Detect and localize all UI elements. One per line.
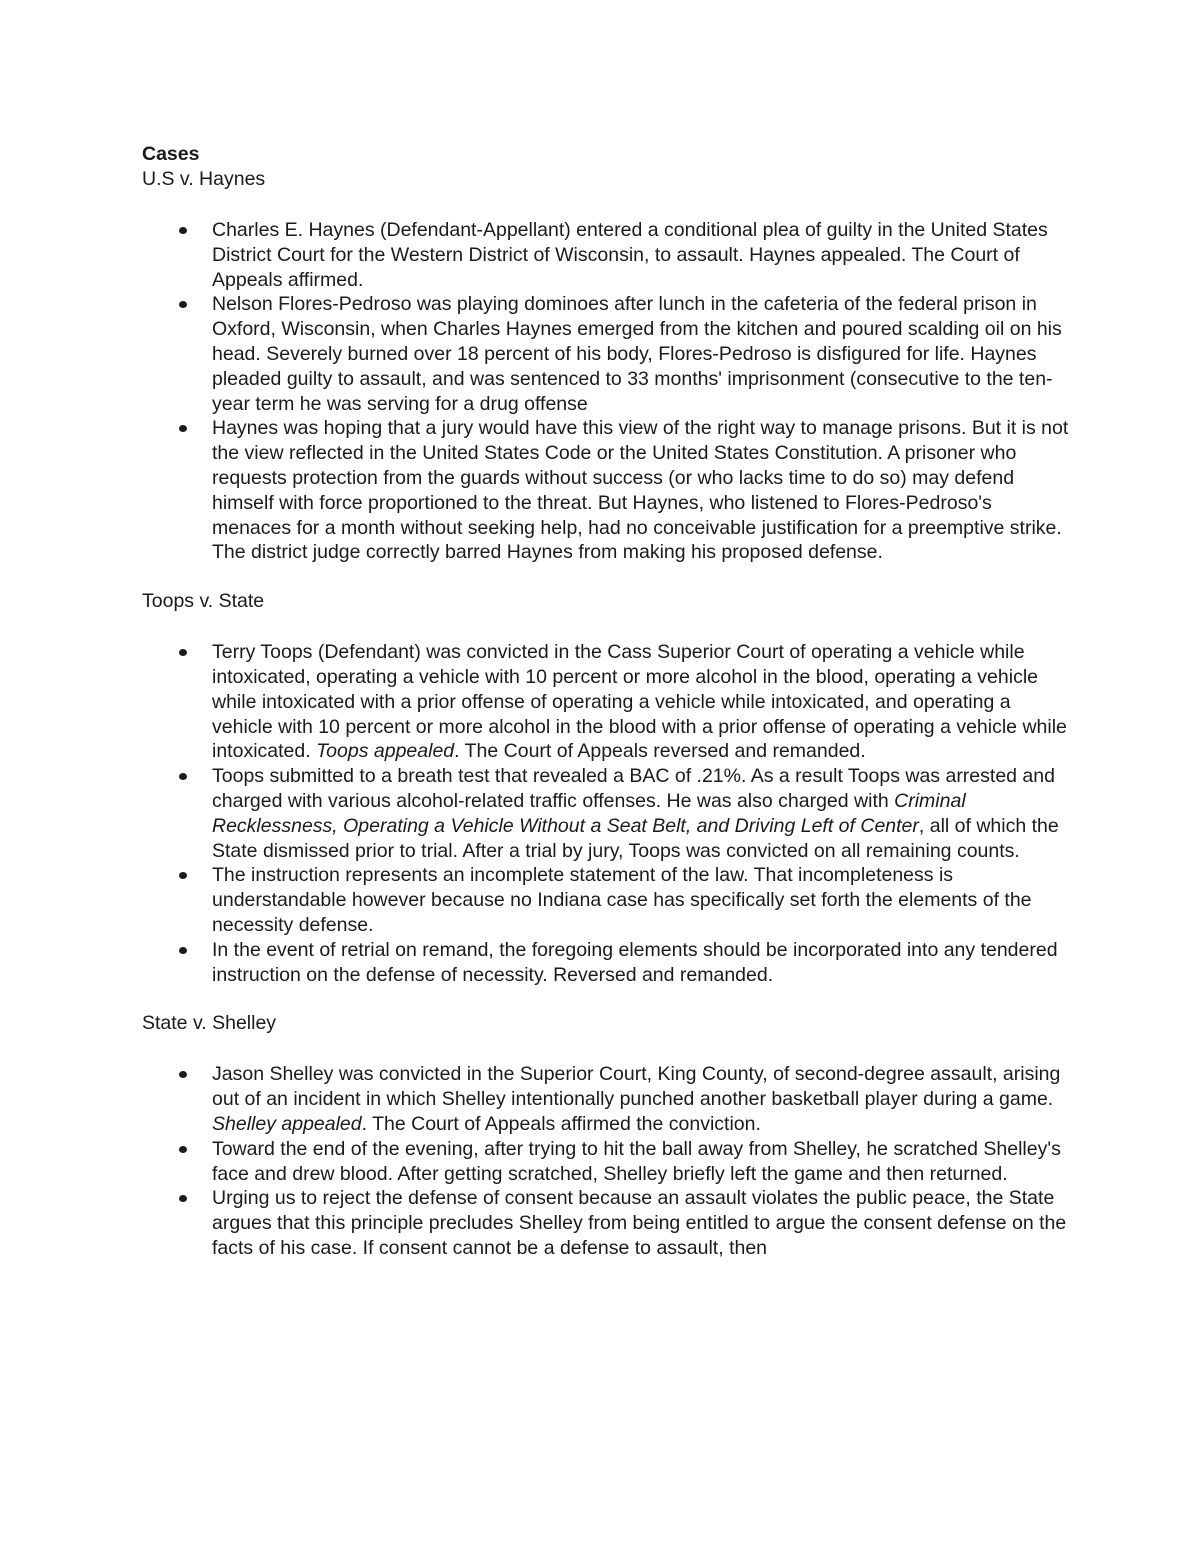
list-item-emphasis: Criminal Recklessness, Operating a Vehicle Without a Seat Belt, and Driving Left of Center xyxy=(212,789,966,837)
bullet-icon xyxy=(179,947,187,954)
document-heading: Cases xyxy=(142,143,200,165)
list-item-text: The instruction represents an incomplete statement of the law. That incompleteness is understandable however because no Indiana case has specifically set forth the elements of the necessity defense. xyxy=(212,864,1032,936)
list-item xyxy=(142,218,1072,292)
case-title: U.S v. Haynes xyxy=(142,168,266,190)
case-state-v-shelley xyxy=(142,1011,1072,1260)
list-item-emphasis: Shelley appealed xyxy=(212,1112,362,1135)
bullet-icon xyxy=(179,425,187,432)
list-item-text: . The Court of Appeals reversed and remanded. xyxy=(454,740,866,763)
list-item-text: Jason Shelley was convicted in the Superior Court, King County, of second-degree assault, arising out of an incident in which Shelley intentionally punched another basketball player during a game. xyxy=(212,1063,1061,1111)
list-item xyxy=(142,1137,1072,1187)
bullet-icon xyxy=(179,773,187,780)
list-item-text: Haynes was hoping that a jury would have this view of the right way to manage prisons. But it is not the view reflected in the United States Code or the United States Constitution. A prisoner who requests protection from the guards without success (or who lacks time to do so) may defend himself with force proportioned to the threat. But Haynes, who listened to Flores-Pedroso's menaces for a month without seeking help, had no conceivable justification for a preemptive strike. The district judge correctly barred Haynes from making his proposed defense. xyxy=(212,417,1069,564)
list-item-text: Terry Toops (Defendant) was convicted in the Cass Superior Court of operating a vehicle while intoxicated, operating a vehicle with 10 percent or more alcohol in the blood, operating a vehicle while intoxicated with a prior offense of operating a vehicle while intoxicated, and operating a vehicle with 10 percent or more alcohol in the blood with a prior offense of operating a vehicle while intoxicated. xyxy=(212,641,1067,763)
case-title: State v. Shelley xyxy=(142,1012,277,1035)
bullet-icon xyxy=(179,649,187,656)
list-item xyxy=(142,292,1072,416)
list-item xyxy=(142,416,1072,565)
list-item-text: In the event of retrial on remand, the foregoing elements should be incorporated into any tendered instruction on the defense of necessity. Reversed and remanded. xyxy=(212,938,1058,986)
bullet-icon xyxy=(179,227,187,234)
list-item xyxy=(142,1062,1072,1136)
document-page xyxy=(142,141,1072,1261)
list-item xyxy=(142,938,1072,988)
list-item-emphasis: Toops appealed xyxy=(316,740,455,763)
bullet-icon xyxy=(179,1146,187,1153)
list-item xyxy=(142,640,1072,764)
list-item-text: Toops submitted to a breath test that revealed a BAC of .21%. As a result Toops was arrested and charged with various alcohol-related traffic offenses. He was also charged with xyxy=(212,765,1055,812)
list-item xyxy=(142,863,1072,937)
case-us-v-haynes xyxy=(142,167,1072,565)
case-toops-v-state xyxy=(142,589,1072,987)
bullet-icon xyxy=(179,1195,187,1202)
list-item-text: Urging us to reject the defense of consent because an assault violates the public peace, the State argues that this principle precludes Shelley from being entitled to argue the consent defense on the facts of his case. If consent cannot be a defense to assault, then xyxy=(212,1187,1067,1259)
bullet-icon xyxy=(179,1071,187,1078)
list-item xyxy=(142,1186,1072,1260)
list-item-text: Charles E. Haynes (Defendant-Appellant) entered a conditional plea of guilty in the United States District Court for the Western District of Wisconsin, to assault. Haynes appealed. The Court of Appeals affirmed. xyxy=(212,219,1048,291)
list-item-text: Toward the end of the evening, after trying to hit the ball away from Shelley, he scratched Shelley's face and drew blood. After getting scratched, Shelley briefly left the game and then returned. xyxy=(212,1137,1061,1185)
list-item-text: . The Court of Appeals affirmed the conviction. xyxy=(361,1112,761,1135)
list-item xyxy=(142,764,1072,863)
list-item-text: , all of which the State dismissed prior to trial. After a trial by jury, Toops was convicted on all remaining counts. xyxy=(212,814,1059,862)
case-title: Toops v. State xyxy=(142,590,265,613)
bullet-icon xyxy=(179,301,187,308)
case-bullet-list xyxy=(142,218,1072,565)
bullet-icon xyxy=(179,872,187,879)
case-bullet-list xyxy=(142,1062,1072,1260)
case-bullet-list xyxy=(142,640,1072,987)
list-item-text: Nelson Flores-Pedroso was playing dominoes after lunch in the cafeteria of the federal prison in Oxford, Wisconsin, when Charles Haynes emerged from the kitchen and poured scalding oil on his head. Severely burned over 18 percent of his body, Flores-Pedroso is disfigured for life. Haynes pleaded guilty to assault, and was sentenced to 33 months' imprisonment (consecutive to the ten-year term he was serving for a drug offense xyxy=(212,293,1062,415)
